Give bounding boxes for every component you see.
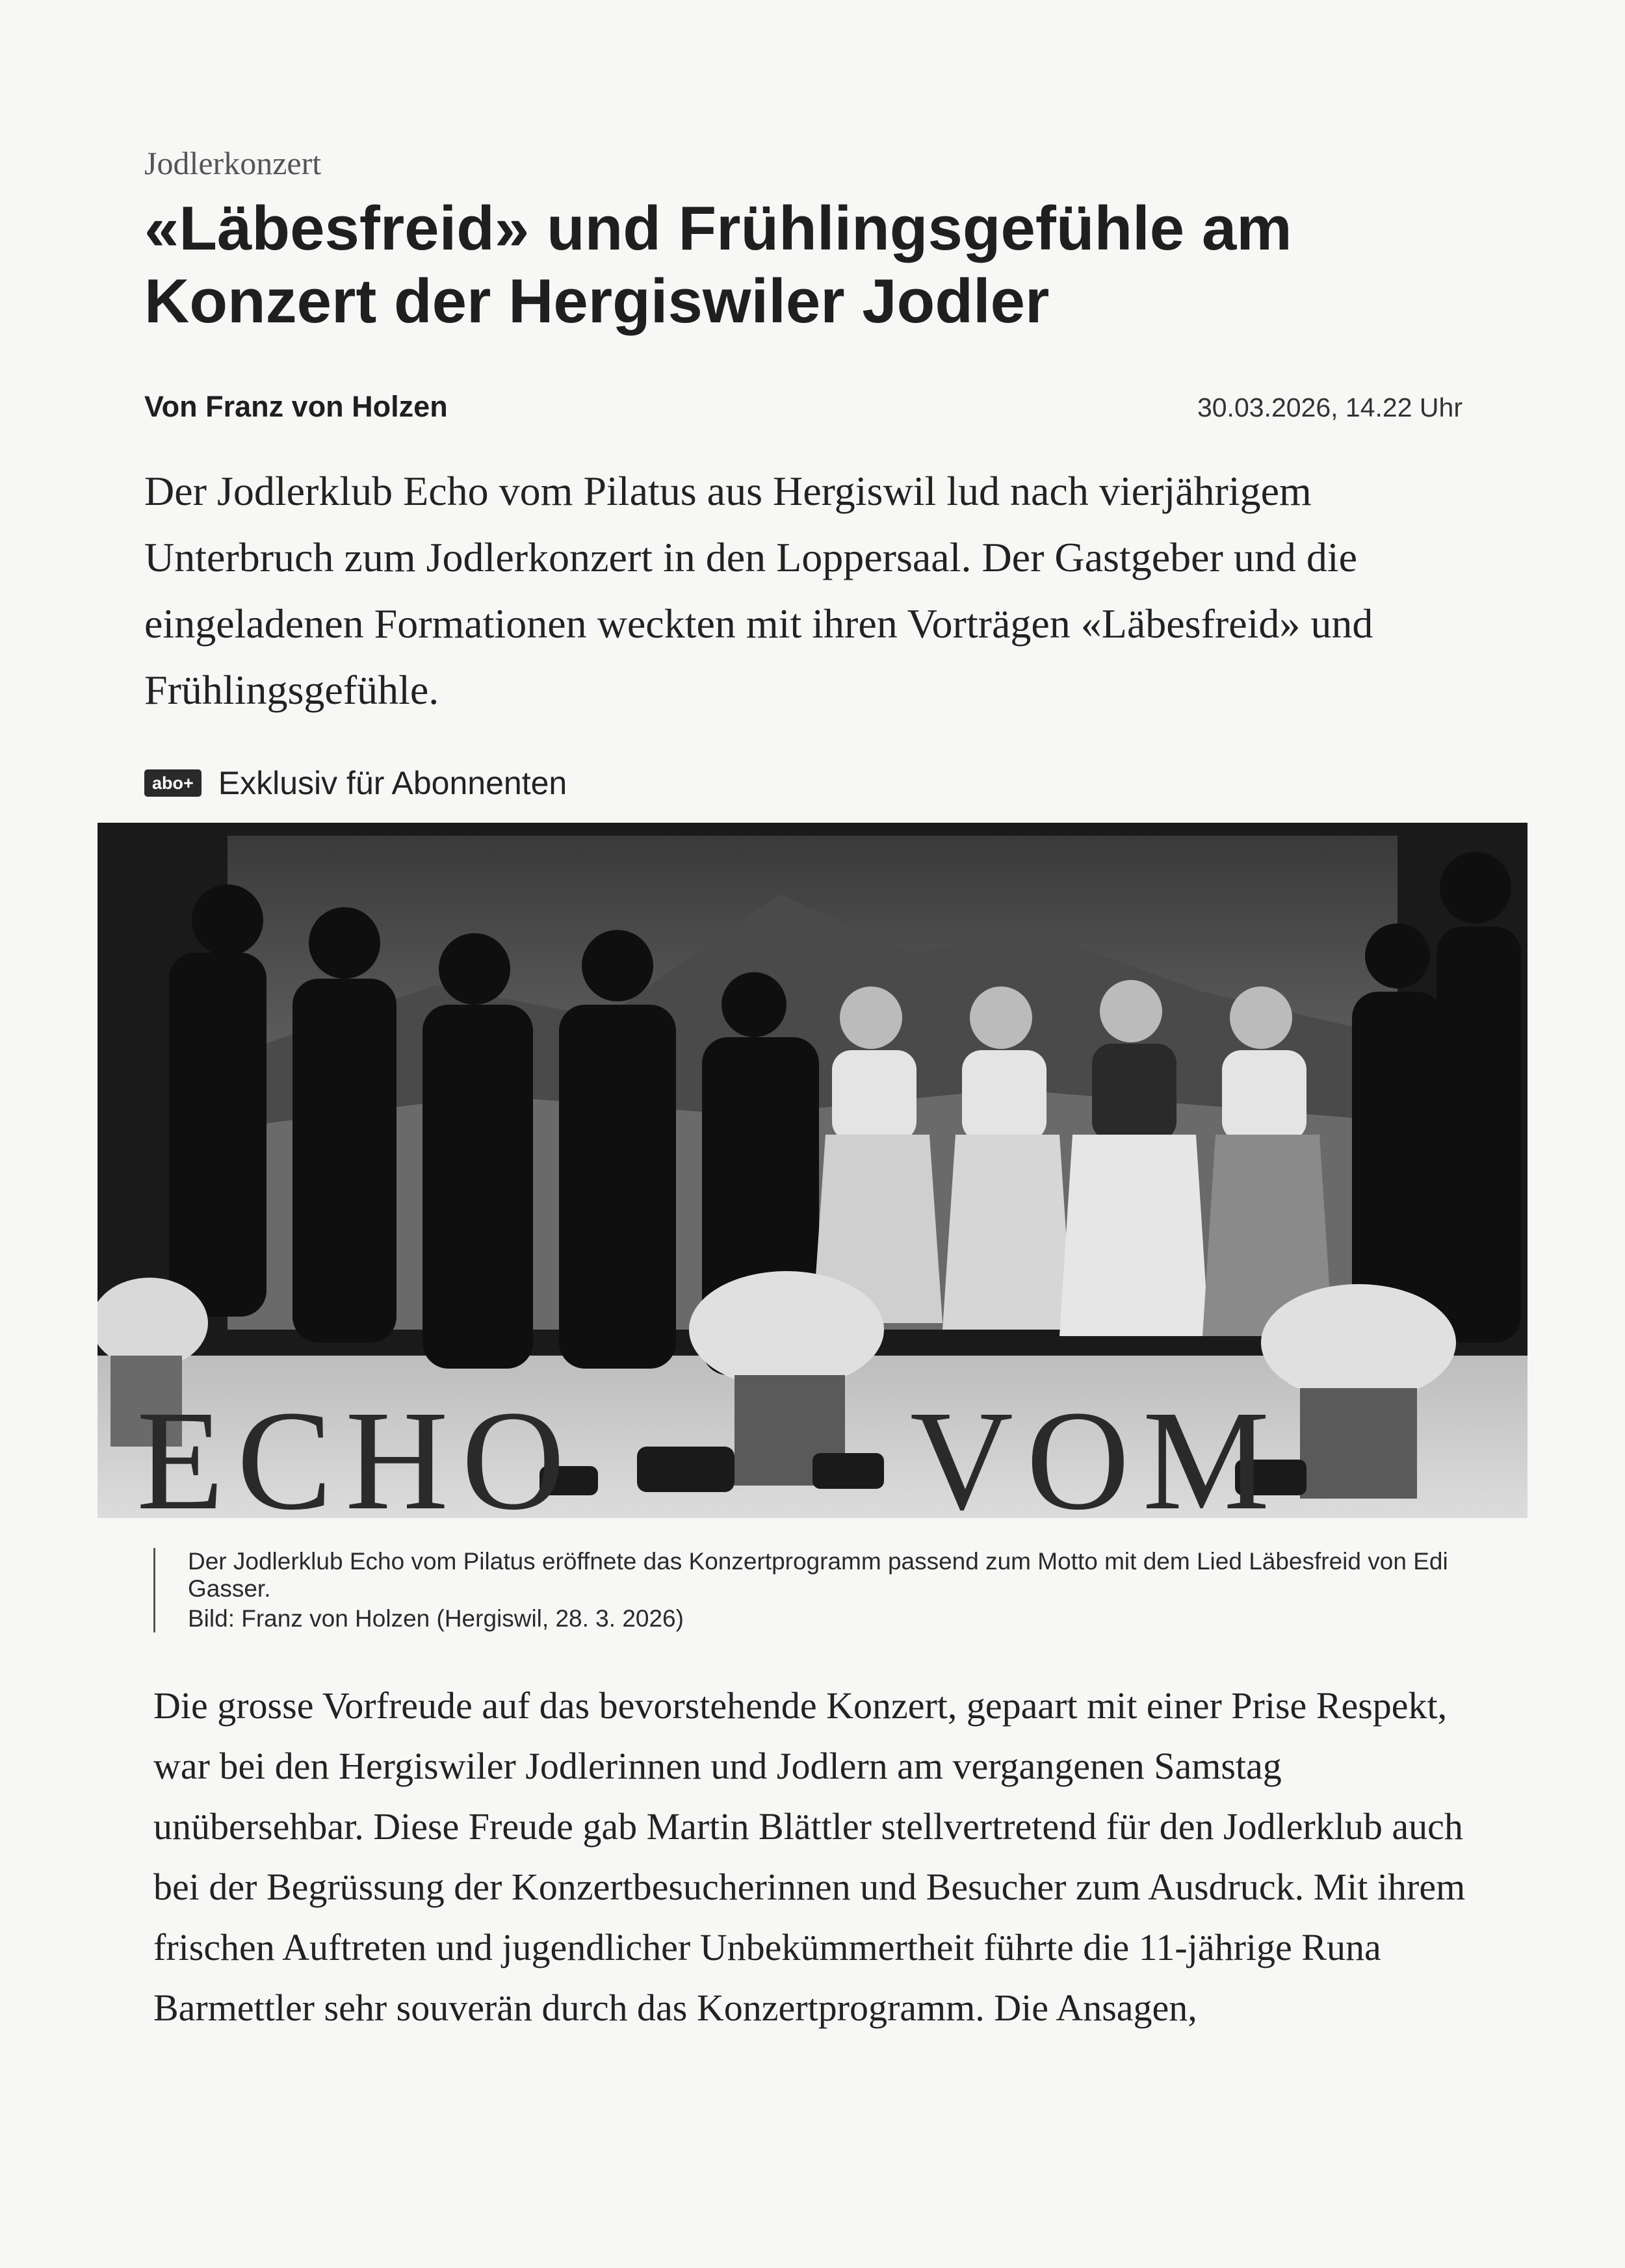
photo-credit: Bild: Franz von Holzen (Hergiswil, 28. 3. 2026) (188, 1605, 684, 1632)
article-body: Die grosse Vorfreude auf das bevorstehende Konzert, gepaart mit einer Prise Respekt, war bei den Hergiswiler Jodlerinnen und Jodlern am vergangenen Samstag unübersehbar. Diese Freude gab Martin Blättler stellvertretend für den Jodlerklub auch bei der Begrüssung der Konzertbesucherinnen und Besucher zum Ausdruck. Mit ihrem frischen Auftreten und jugendlicher Unbekümmertheit führte die 11-jährige Runa Barmettler sehr souverän durch das Konzertprogramm. Die Ansagen, (153, 1684, 1466, 2029)
photo-caption-text: Der Jodlerklub Echo vom Pilatus eröffnete das Konzertprogramm passend zum Motto mit dem Lied Läbesfreid von Edi Gasser. (188, 1548, 1448, 1602)
article-kicker: Jodlerkonzert (144, 145, 322, 181)
stage-letters-left: ECHO (136, 1381, 578, 1518)
subscriber-notice-text: Exklusiv für Abonnenten (218, 765, 567, 801)
article-byline: Von Franz von Holzen (144, 390, 448, 423)
article-lead: Der Jodlerklub Echo vom Pilatus aus Hergiswil lud nach vierjährigem Unterbruch zum Jodlerkonzert in den Loppersaal. Der Gastgeber und die eingeladenen Formationen weckten mit ihren Vorträgen «Läbesfreid» und Frühlingsgefühle. (144, 468, 1373, 713)
choir-photo-illustration (98, 823, 1528, 1518)
subscriber-notice (144, 764, 567, 803)
article-date: 30.03.2026, 14.22 Uhr (1197, 393, 1462, 422)
abo-plus-badge: abo+ (144, 769, 202, 797)
article-photo (98, 823, 1528, 1518)
article-headline: «Läbesfreid» und Frühlingsgefühle am Konzert der Hergiswiler Jodler (144, 194, 1292, 336)
stage-letters-right: VOM (910, 1381, 1283, 1518)
photo-caption (153, 1548, 1455, 1632)
